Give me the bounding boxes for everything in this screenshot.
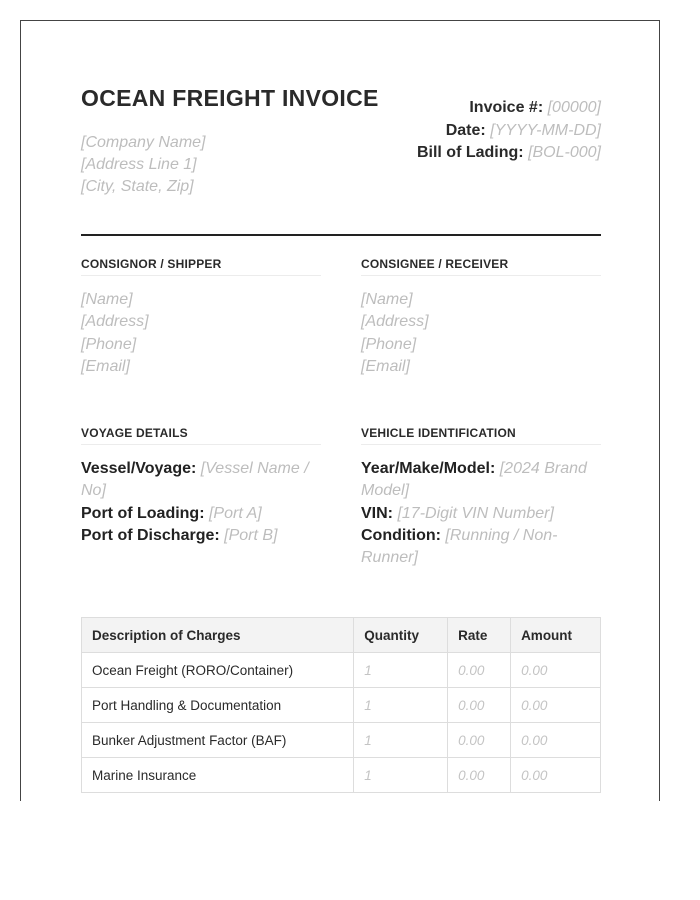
consignor-name: [Name] <box>81 291 133 308</box>
company-block <box>81 132 206 198</box>
charge-description: Marine Insurance <box>82 758 354 793</box>
condition-label: Condition: <box>361 526 441 544</box>
company-name: [Company Name] <box>81 134 206 151</box>
charge-description: Port Handling & Documentation <box>82 688 354 723</box>
bol-label: Bill of Lading: <box>416 144 524 161</box>
vehicle-block <box>361 458 601 569</box>
invoice-meta <box>417 97 601 165</box>
ymm-value: [2024 Brand Model] <box>361 460 587 500</box>
invoice-number-value: [00000] <box>547 99 601 116</box>
charge-quantity[interactable]: 1 <box>354 653 448 688</box>
voyage-heading: VOYAGE DETAILS <box>81 426 321 445</box>
consignee-email: [Email] <box>361 357 410 375</box>
consignee-name: [Name] <box>361 291 413 308</box>
loading-label: Port of Loading: <box>81 504 205 522</box>
consignor-heading: CONSIGNOR / SHIPPER <box>81 257 321 276</box>
vessel-value: [Vessel Name / No] <box>81 460 309 500</box>
loading-value: [Port A] <box>208 504 262 522</box>
table-row <box>82 758 601 793</box>
ymm-row <box>361 458 601 503</box>
column-header-amount: Amount <box>511 618 601 653</box>
charges-table <box>81 617 601 793</box>
condition-row <box>361 525 601 570</box>
bol-value: [BOL-000] <box>528 144 601 161</box>
column-header-quantity: Quantity <box>354 618 448 653</box>
header-divider <box>81 234 601 236</box>
charge-amount: 0.00 <box>511 653 601 688</box>
charge-quantity[interactable]: 1 <box>354 688 448 723</box>
charge-quantity[interactable]: 1 <box>354 723 448 758</box>
table-row <box>82 723 601 758</box>
charge-quantity[interactable]: 1 <box>354 758 448 793</box>
consignee-address: [Address] <box>361 313 429 331</box>
discharge-value: [Port B] <box>224 526 278 544</box>
consignee-phone: [Phone] <box>361 335 417 353</box>
company-city: [City, State, Zip] <box>81 178 194 195</box>
table-row <box>82 653 601 688</box>
invoice-number-row <box>417 97 601 120</box>
column-header-description: Description of Charges <box>82 618 354 653</box>
charge-rate[interactable]: 0.00 <box>448 723 511 758</box>
date-label: Date: <box>445 121 486 139</box>
loading-row <box>81 503 321 525</box>
consignor-email: [Email] <box>81 357 130 375</box>
vin-label: VIN: <box>361 504 393 522</box>
charge-amount: 0.00 <box>511 758 601 793</box>
bol-row <box>417 142 601 165</box>
ymm-label: Year/Make/Model: <box>361 460 496 477</box>
table-row <box>82 688 601 723</box>
consignor-block <box>81 289 149 378</box>
discharge-label: Port of Discharge: <box>81 526 220 544</box>
consignee-heading: CONSIGNEE / RECEIVER <box>361 257 601 276</box>
vin-row <box>361 503 601 525</box>
vehicle-heading: VEHICLE IDENTIFICATION <box>361 426 601 445</box>
charge-description: Ocean Freight (RORO/Container) <box>82 653 354 688</box>
consignor-phone: [Phone] <box>81 335 137 353</box>
vessel-row <box>81 458 321 503</box>
invoice-sheet <box>20 20 660 801</box>
column-header-rate: Rate <box>448 618 511 653</box>
invoice-number-label: Invoice #: <box>469 99 544 116</box>
voyage-block <box>81 458 321 547</box>
company-address: [Address Line 1] <box>81 156 197 173</box>
consignee-block <box>361 289 429 378</box>
condition-value: [Running / Non-Runner] <box>361 526 558 567</box>
charge-amount: 0.00 <box>511 723 601 758</box>
date-row <box>417 120 601 143</box>
consignor-address: [Address] <box>81 313 149 331</box>
charge-rate[interactable]: 0.00 <box>448 688 511 723</box>
charge-rate[interactable]: 0.00 <box>448 653 511 688</box>
vin-value: [17-Digit VIN Number] <box>397 504 554 522</box>
charges-header-row <box>82 618 601 653</box>
vessel-label: Vessel/Voyage: <box>81 460 197 477</box>
invoice-title: OCEAN FREIGHT INVOICE <box>81 85 379 111</box>
charge-rate[interactable]: 0.00 <box>448 758 511 793</box>
charge-description: Bunker Adjustment Factor (BAF) <box>82 723 354 758</box>
discharge-row <box>81 525 321 547</box>
date-value: [YYYY-MM-DD] <box>490 121 601 139</box>
charge-amount: 0.00 <box>511 688 601 723</box>
